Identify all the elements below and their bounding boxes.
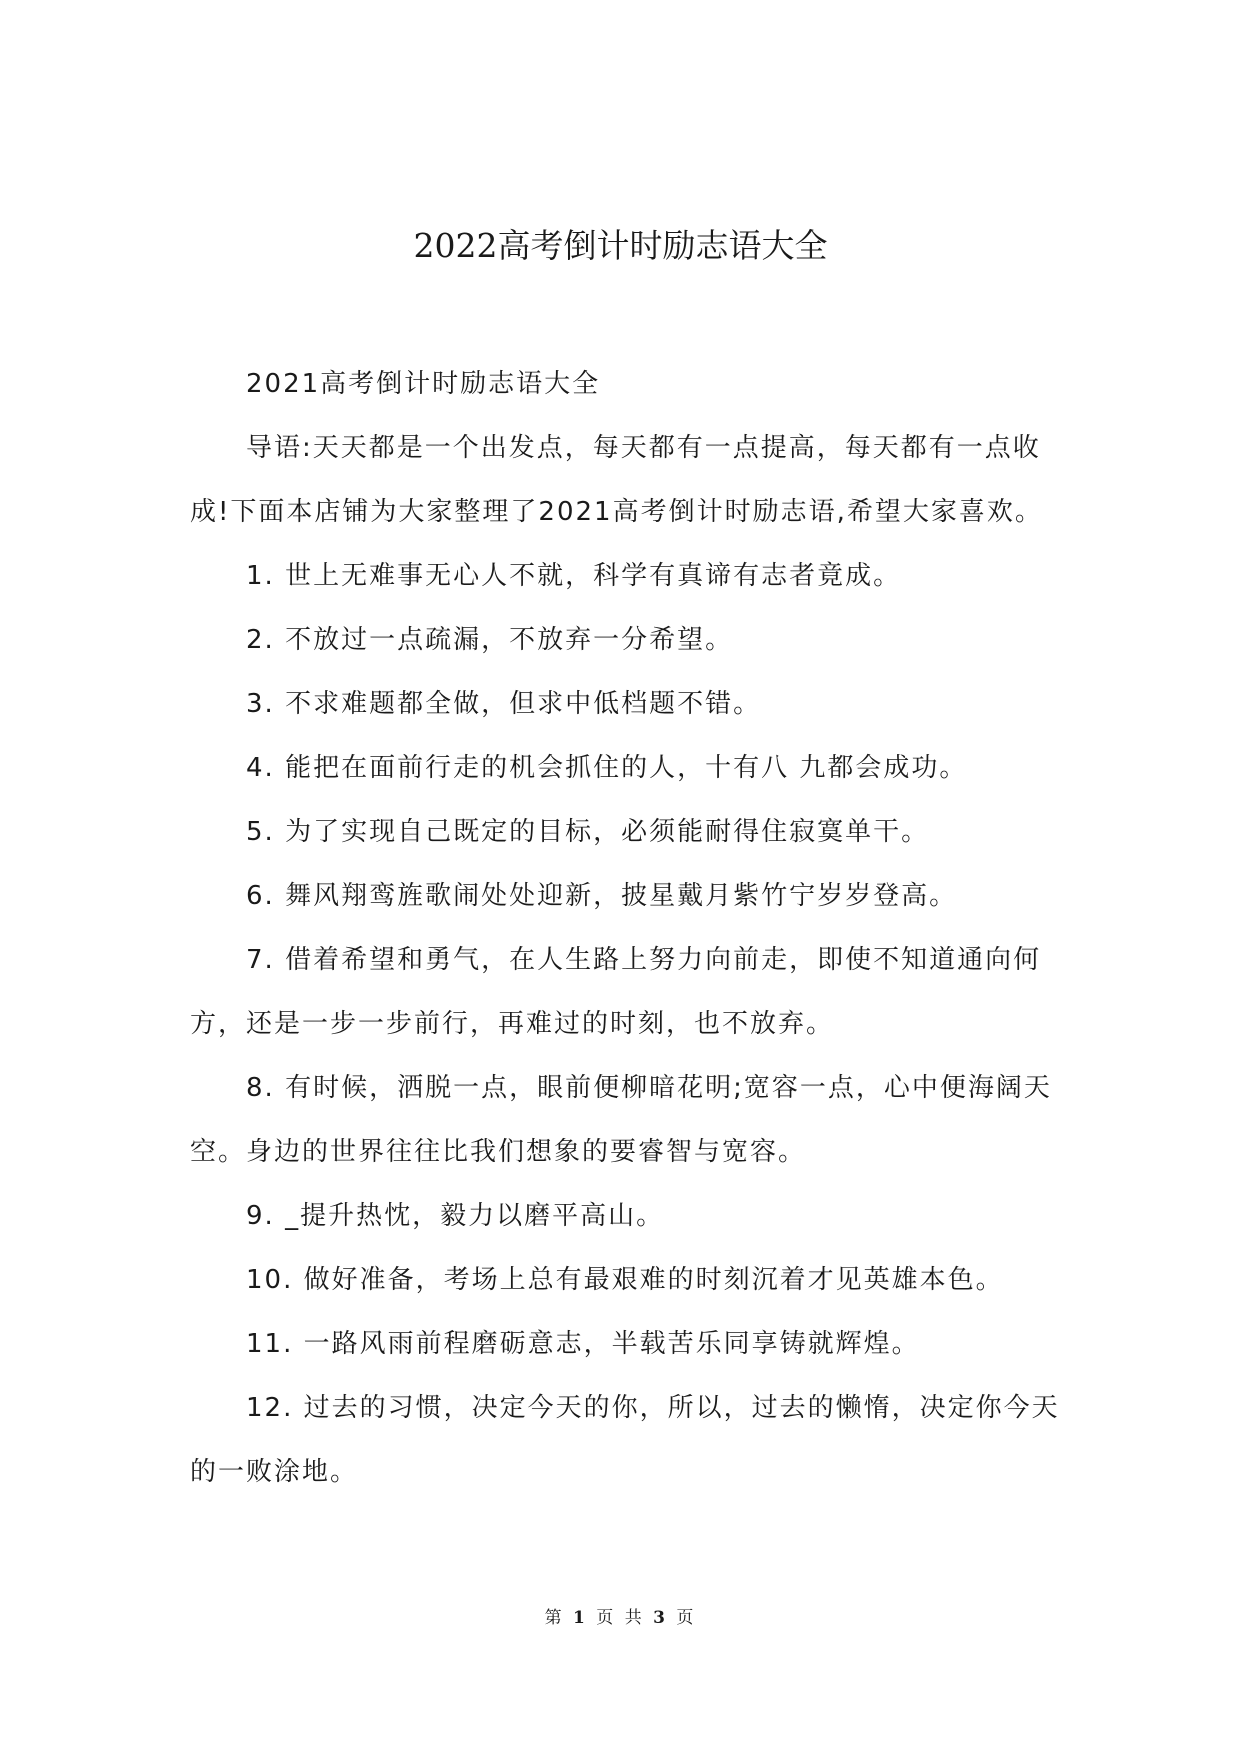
- list-item: 4. 能把在面前行走的机会抓住的人，十有八 九都会成功。: [246, 753, 968, 783]
- list-item: 11. 一路风雨前程磨砺意志，半载苦乐同享铸就辉煌。: [246, 1329, 920, 1359]
- page-footer: [0, 1606, 1241, 1630]
- paragraph-subtitle: 2021高考倒计时励志语大全: [246, 369, 601, 399]
- list-item: 6. 舞风翔鸾旌歌闹处处迎新，披星戴月紫竹宁岁岁登高。: [246, 881, 958, 911]
- document-body: [190, 352, 1060, 1504]
- footer-middle: 页 共: [596, 1608, 645, 1628]
- list-item: 10. 做好准备，考场上总有最艰难的时刻沉着才见英雄本色。: [246, 1265, 1004, 1295]
- list-item: 3. 不求难题都全做，但求中低档题不错。: [246, 689, 762, 719]
- document-title: 2022高考倒计时励志语大全: [413, 226, 828, 265]
- paragraph-intro: 导语:天天都是一个出发点，每天都有一点提高，每天都有一点收成!下面本店铺为大家整理了2021高考倒计时励志语,希望大家喜欢。: [190, 433, 1043, 527]
- list-item: 5. 为了实现自己既定的目标，必须能耐得住寂寞单干。: [246, 817, 930, 847]
- list-item: 7. 借着希望和勇气，在人生路上努力向前走，即使不知道通向何方，还是一步一步前行，再难过的时刻，也不放弃。: [190, 945, 1042, 1039]
- list-item: 8. 有时候，洒脱一点，眼前便柳暗花明;宽容一点，心中便海阔天空。身边的世界往往比我们想象的要睿智与宽容。: [190, 1073, 1052, 1167]
- footer-total-pages: 3: [653, 1608, 668, 1628]
- footer-page-number: 1: [573, 1608, 588, 1628]
- list-item: 2. 不放过一点疏漏，不放弃一分希望。: [246, 625, 734, 655]
- list-item: 1. 世上无难事无心人不就，科学有真谛有志者竟成。: [246, 561, 902, 591]
- list-item: 12. 过去的习惯，决定今天的你，所以，过去的懒惰，决定你今天的一败涂地。: [190, 1393, 1060, 1487]
- list-item: 9. _提升热忱，毅力以磨平高山。: [246, 1201, 665, 1231]
- footer-prefix: 第: [544, 1608, 565, 1628]
- footer-suffix: 页: [676, 1608, 697, 1628]
